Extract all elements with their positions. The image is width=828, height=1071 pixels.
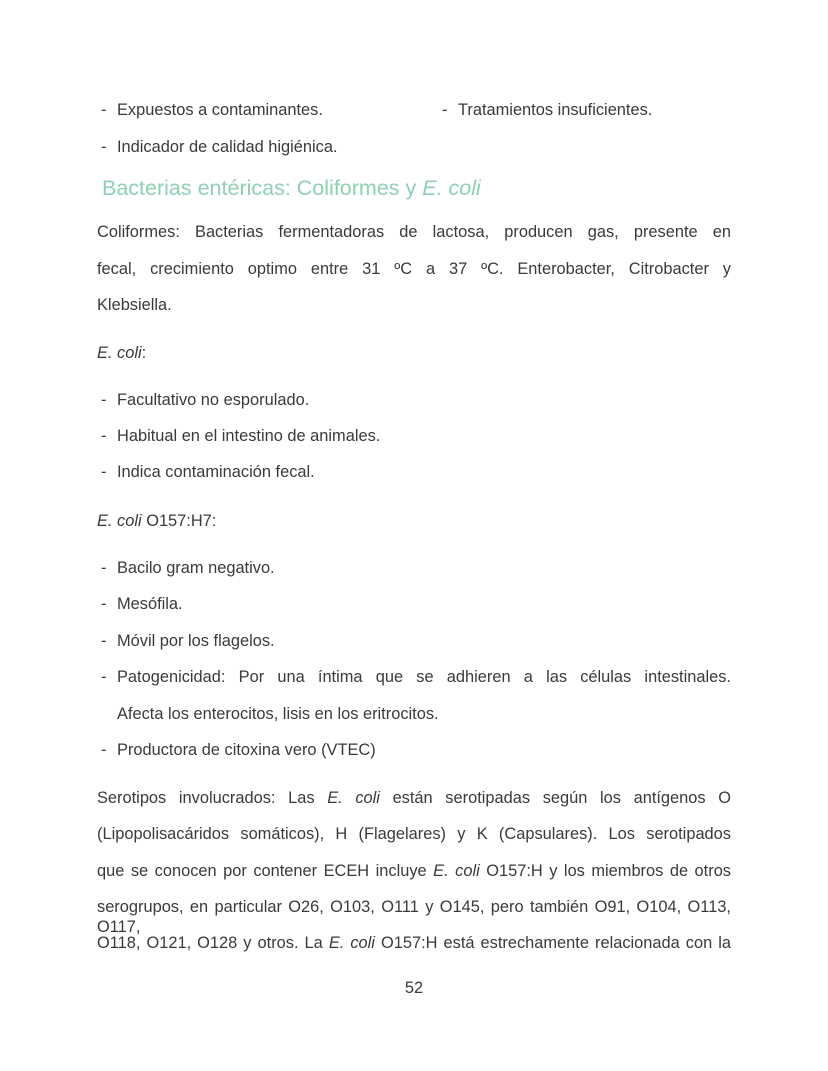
text-segment: Patogenicidad: Por una íntima que se adhieren a las células intestinales. xyxy=(117,668,731,686)
paragraph-line xyxy=(97,511,731,531)
list-item xyxy=(101,137,731,157)
list-item xyxy=(442,100,652,120)
italic-text: E. coli xyxy=(97,512,142,530)
bullet-dash: - xyxy=(101,595,107,613)
text-segment: (Lipopolisacáridos somáticos), H (Flagelares) y K (Capsulares). Los serotipados xyxy=(97,825,731,843)
text-segment: O157:H7: xyxy=(141,512,217,530)
italic-text: E. coli xyxy=(328,934,375,952)
list-item xyxy=(101,426,731,446)
list-item-text: Tratamientos insuficientes. xyxy=(458,101,653,119)
list-item-text xyxy=(117,463,315,481)
bullet-dash: - xyxy=(101,741,107,759)
list-item-continuation xyxy=(117,704,731,724)
list-item xyxy=(101,100,323,120)
list-item xyxy=(101,594,731,614)
bullet-dash: - xyxy=(101,668,107,686)
list-item-text xyxy=(117,391,309,409)
paragraph-line xyxy=(97,295,731,315)
text-segment: O118, O121, O128 y otros. La xyxy=(97,934,329,952)
paragraph-line xyxy=(97,788,731,808)
list-item xyxy=(101,462,731,482)
text-segment: están serotipadas según los antígenos O xyxy=(379,789,731,807)
text-segment: Mesófila. xyxy=(117,595,183,613)
list-item-text xyxy=(117,741,376,759)
list-item xyxy=(101,631,731,651)
italic-text: E. coli xyxy=(97,344,142,362)
paragraph-line xyxy=(97,861,731,881)
list-item-text xyxy=(117,667,731,687)
text-segment: serogrupos, en particular O26, O103, O111 y O145, pero también O91, O104, O113, O117, xyxy=(97,898,731,936)
list-item-text xyxy=(117,632,275,650)
bullet-dash: - xyxy=(101,632,107,650)
text-segment: que se conocen por contener ECEH incluye xyxy=(97,862,434,880)
paragraph-line xyxy=(97,897,731,937)
bullet-dash: - xyxy=(101,559,107,577)
bullet-dash: - xyxy=(101,427,107,445)
text-segment: Habitual en el intestino de animales. xyxy=(117,427,381,445)
list-item xyxy=(101,390,731,410)
italic-text: E. coli xyxy=(433,862,480,880)
text-segment: Bacterias entéricas: Coliformes y xyxy=(102,176,423,200)
text-segment: Facultativo no esporulado. xyxy=(117,391,310,409)
text-segment: Móvil por los flagelos. xyxy=(117,632,275,650)
text-segment: Coliformes: Bacterias fermentadoras de lactosa, producen gas, presente en xyxy=(97,223,731,241)
list-item-text xyxy=(117,138,338,156)
list-item-text xyxy=(117,559,275,577)
italic-text: E. coli xyxy=(327,789,380,807)
bullet-dash: - xyxy=(101,101,107,119)
paragraph-line xyxy=(97,343,731,363)
text-segment: Bacilo gram negativo. xyxy=(117,559,275,577)
paragraph-line xyxy=(97,222,731,242)
list-item-text xyxy=(117,595,183,613)
paragraph-line xyxy=(97,933,731,953)
text-segment: : xyxy=(141,344,147,362)
bullet-dash: - xyxy=(101,463,107,481)
italic-text: E. coli xyxy=(422,176,481,200)
list-item xyxy=(101,558,731,578)
section-heading xyxy=(102,175,736,201)
bullet-dash: - xyxy=(442,101,448,119)
bullet-dash: - xyxy=(101,138,107,156)
list-item-text xyxy=(117,427,380,445)
text-segment: O157:H está estrechamente relacionada con la xyxy=(374,934,731,952)
text-segment: O157:H y los miembros de otros xyxy=(479,862,731,880)
page-number: 52 xyxy=(404,979,424,997)
text-segment: fecal, crecimiento optimo entre 31 ºC a 37 ºC. Enterobacter, Citrobacter y xyxy=(97,260,731,278)
text-segment: Indicador de calidad higiénica. xyxy=(117,138,338,156)
bullet-dash: - xyxy=(101,391,107,409)
list-item xyxy=(101,667,731,687)
text-segment: Serotipos involucrados: Las xyxy=(97,789,328,807)
text-segment: Klebsiella. xyxy=(97,296,172,314)
list-item-text: Expuestos a contaminantes. xyxy=(117,101,323,119)
text-segment: Productora de citoxina vero (VTEC) xyxy=(117,741,376,759)
text-segment: Afecta los enterocitos, lisis en los eritrocitos. xyxy=(117,705,439,723)
text-segment: Indica contaminación fecal. xyxy=(117,463,315,481)
paragraph-line xyxy=(97,259,731,279)
list-item xyxy=(101,740,731,760)
paragraph-line xyxy=(97,824,731,844)
